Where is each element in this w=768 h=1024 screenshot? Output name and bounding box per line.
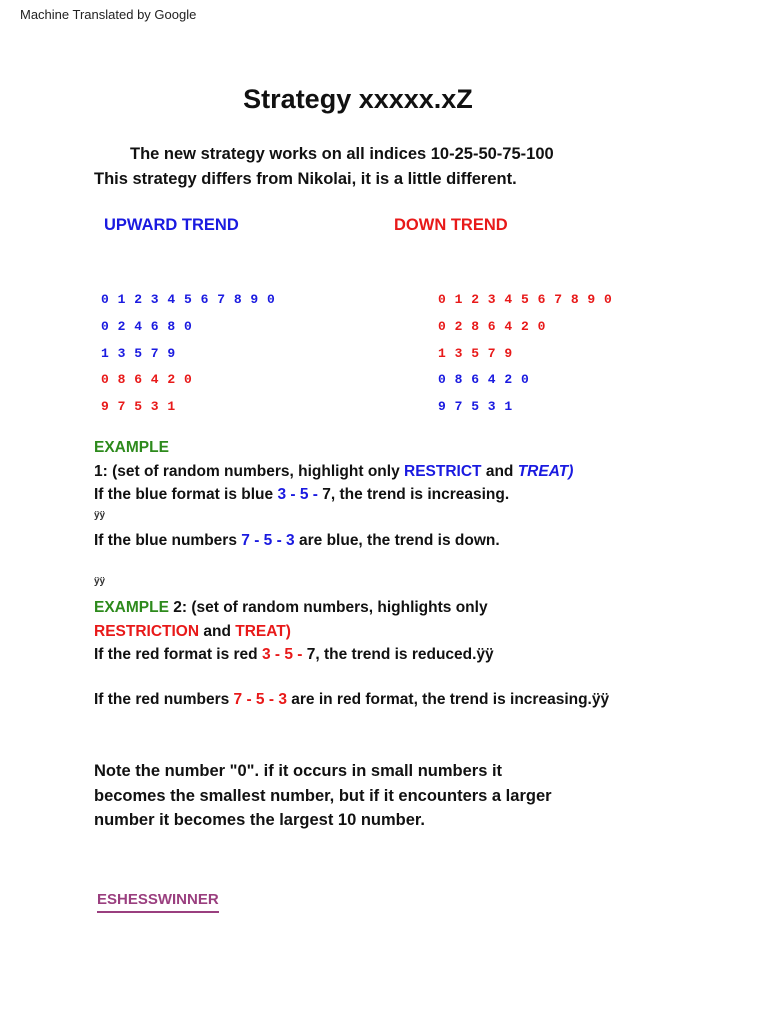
- document-title: Strategy xxxxx.xZ: [243, 84, 473, 114]
- example-2-heading: EXAMPLE: [94, 599, 169, 616]
- example-2-line-3-suffix: 7, the trend is reduced.ÿÿ: [306, 646, 494, 663]
- stray-mark: ÿÿ: [94, 510, 106, 521]
- example-1-heading: EXAMPLE: [94, 439, 169, 456]
- example-1-line-2-prefix: If the blue format is blue: [94, 486, 278, 503]
- upward-trend-heading: UPWARD TREND: [104, 216, 239, 234]
- example-1-line-2-suffix: 7, the trend is increasing.: [322, 486, 510, 503]
- treat-keyword: TREAT): [517, 463, 574, 480]
- upward-sequence-row: 0 2 4 6 8 0: [101, 319, 193, 334]
- down-trend-heading: DOWN TREND: [394, 216, 508, 234]
- upward-sequence-row: 0 1 2 3 4 5 6 7 8 9 0: [101, 292, 276, 307]
- upward-sequence-row: 0 8 6 4 2 0: [101, 372, 193, 387]
- note-line-3: number it becomes the largest 10 number.: [94, 811, 426, 829]
- example-1-line-3: [94, 532, 500, 550]
- example-1-line-3-prefix: If the blue numbers: [94, 532, 242, 549]
- intro-line-1: The new strategy works on all indices 10-25-50-75-100: [130, 145, 554, 163]
- example-2-line-4-numbers: 7 - 5 - 3: [233, 691, 287, 708]
- restriction-keyword: RESTRICTION: [94, 623, 200, 640]
- down-sequence-row: 1 3 5 7 9: [438, 346, 513, 361]
- example-2-line-3: [94, 646, 494, 664]
- down-sequence-row: 9 7 5 3 1: [438, 399, 513, 414]
- upward-sequence-row: 9 7 5 3 1: [101, 399, 176, 414]
- machine-translated-label: Machine Translated by Google: [20, 7, 197, 22]
- example-1-line-2-numbers: 3 - 5 -: [277, 486, 323, 503]
- example-2-line-3-prefix: If the red format is red: [94, 646, 262, 663]
- example-1-line-1: [94, 463, 573, 481]
- stray-mark: ÿÿ: [94, 576, 106, 587]
- example-1-and: and: [481, 463, 518, 480]
- down-sequence-row: 0 2 8 6 4 2 0: [438, 319, 546, 334]
- author-signature: ESHESSWINNER: [97, 891, 219, 913]
- intro-line-2: This strategy differs from Nikolai, it is a little different.: [94, 170, 517, 188]
- example-2-line-2: [94, 623, 291, 641]
- example-2-and: and: [199, 623, 236, 640]
- treat-keyword-red: TREAT): [235, 623, 291, 640]
- upward-sequence-row: 1 3 5 7 9: [101, 346, 176, 361]
- down-sequence-row: 0 1 2 3 4 5 6 7 8 9 0: [438, 292, 613, 307]
- example-1-line-3-numbers: 7 - 5 - 3: [241, 532, 295, 549]
- example-1-line-2: [94, 486, 509, 504]
- note-paragraph: [94, 759, 552, 833]
- example-2-line-1-suffix: 2: (set of random numbers, highlights only: [168, 599, 488, 616]
- example-2-line-1: [94, 599, 488, 617]
- example-1-line-3-suffix: are blue, the trend is down.: [294, 532, 500, 549]
- note-line-1: Note the number "0". if it occurs in small numbers it: [94, 762, 503, 780]
- restrict-keyword: RESTRICT: [404, 463, 482, 480]
- example-2-line-4-suffix: are in red format, the trend is increasing.ÿÿ: [286, 691, 610, 708]
- example-2-line-3-numbers: 3 - 5 -: [261, 646, 307, 663]
- example-2-line-4: [94, 691, 609, 709]
- example-2-line-4-prefix: If the red numbers: [94, 691, 234, 708]
- example-1-line-1-prefix: 1: (set of random numbers, highlight only: [94, 463, 405, 480]
- note-line-2: becomes the smallest number, but if it encounters a larger: [94, 786, 552, 805]
- down-sequence-row: 0 8 6 4 2 0: [438, 372, 530, 387]
